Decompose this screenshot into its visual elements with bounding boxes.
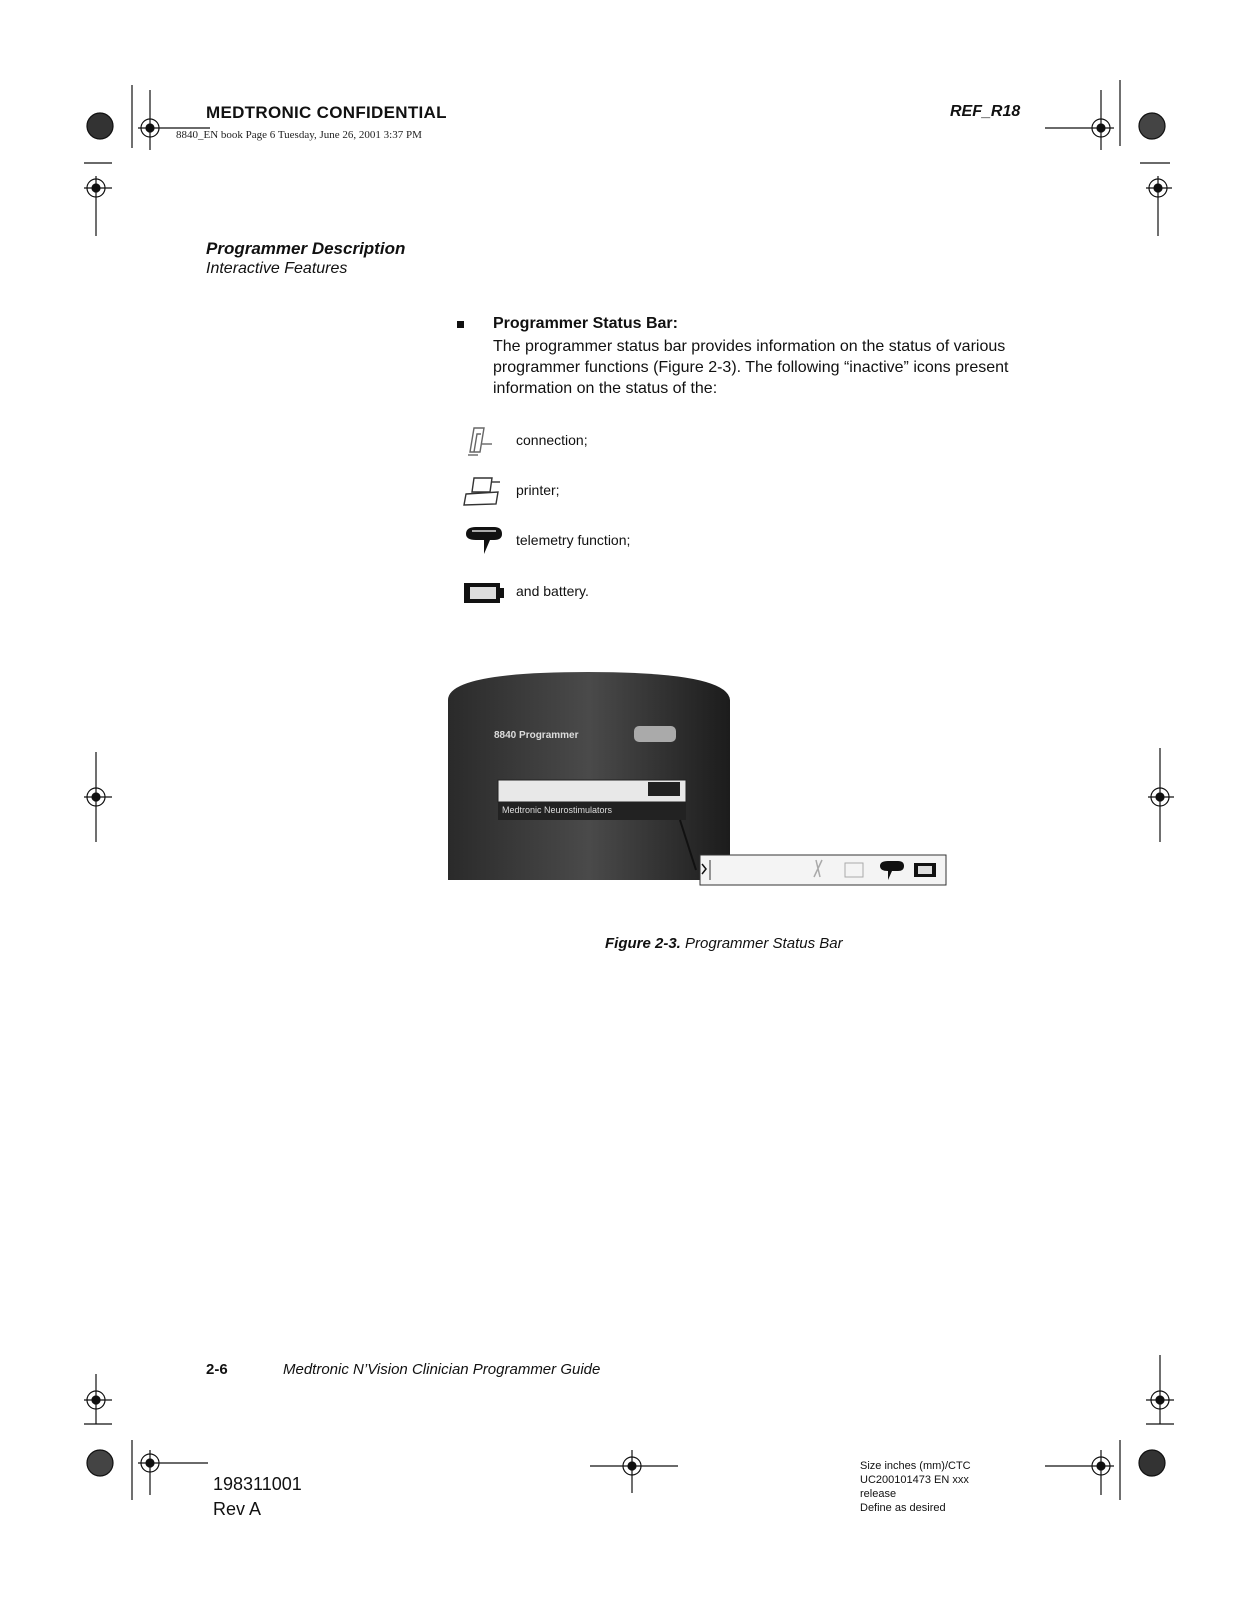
programmer-figure [448,670,948,890]
confidential-header: MEDTRONIC CONFIDENTIAL [206,103,447,122]
part-number-block [213,1472,302,1522]
spec-line: Size inches (mm)/CTC [860,1460,971,1472]
figure-caption [605,935,843,952]
bullet-marker [457,321,464,328]
figure-status-label: Medtronic Neurostimulators [502,805,613,815]
icon-row-telemetry [462,520,762,560]
figure-window-title: 8840 Programmer [494,730,579,741]
book-info: 8840_EN book Page 6 Tuesday, June 26, 2001 3:37 PM [176,129,422,141]
icon-row-battery [462,571,762,611]
icon-row-printer [462,470,762,510]
battery-label: and battery. [516,583,589,599]
battery-icon [462,573,506,609]
section-title: Programmer Description [206,239,406,258]
guide-title: Medtronic N’Vision Clinician Programmer Guide [283,1361,601,1378]
telemetry-icon [462,522,506,558]
section-subtitle: Interactive Features [206,260,348,277]
spec-line: Define as desired [860,1502,946,1514]
programmer-device-illustration [448,670,948,890]
page-number: 2-6 [206,1361,228,1378]
status-bar-item-body: The programmer status bar provides information on the status of various programmer functions (Figure 2-3). The following “inactive” icons present information on the status of the: [493,338,1009,397]
telemetry-label: telemetry function; [516,532,631,548]
printer-icon [462,472,506,508]
connection-icon [462,422,506,458]
printer-label: printer; [516,482,560,498]
figure-caption-text: Programmer Status Bar [685,935,843,952]
status-bar-item-title: Programmer Status Bar: [493,315,678,332]
spec-line: UC200101473 EN xxx [860,1474,969,1486]
part-number: 198311001 [213,1474,302,1494]
spec-line: release [860,1488,897,1500]
spec-block [860,1459,971,1515]
revision: Rev A [213,1499,262,1519]
icon-row-connection [462,420,762,460]
connection-label: connection; [516,432,588,448]
reference-code: REF_R18 [950,103,1021,120]
figure-number: Figure 2-3. [605,935,681,952]
